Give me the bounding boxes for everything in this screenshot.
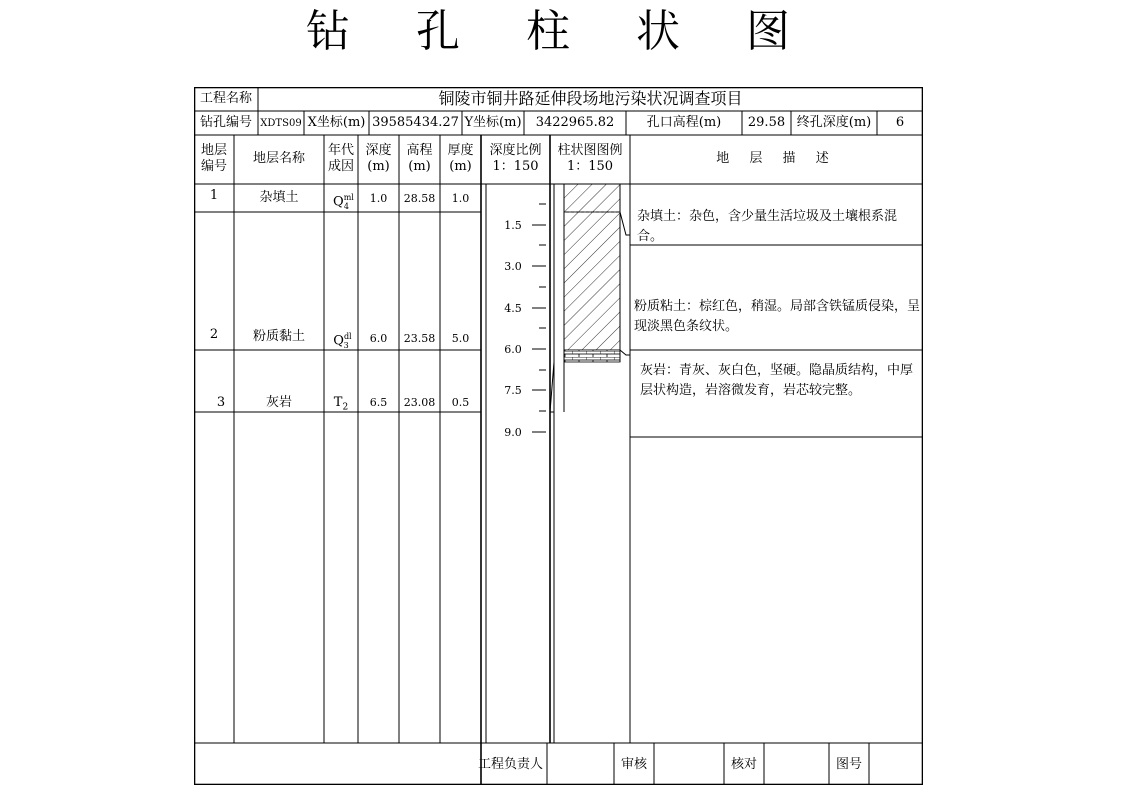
y-coord-label: Y坐标(m) bbox=[464, 115, 522, 130]
layer-3-depth: 6.5 bbox=[369, 396, 388, 409]
x-coord-label: X坐标(m) bbox=[307, 115, 366, 130]
borehole-log-sheet bbox=[194, 87, 923, 785]
layer-3-description: 灰岩：青灰、灰白色，坚硬。隐晶质结构，中厚层状构造，岩溶微发育，岩芯较完整。 bbox=[640, 363, 914, 398]
col-header-column-legend: 柱状图图例 1：150 bbox=[557, 143, 623, 174]
checker-label: 核对 bbox=[730, 757, 757, 772]
layer-1-thickness: 1.0 bbox=[451, 192, 470, 205]
project-manager-label: 工程负责人 bbox=[477, 757, 543, 772]
layer-1-description: 杂填土：杂色，含少量生活垃圾及土壤根系混合。 bbox=[637, 209, 898, 244]
project-name-value: 铜陵市铜井路延伸段场地污染状况调查项目 bbox=[438, 89, 743, 108]
depth-tick-label: 1.5 bbox=[504, 219, 522, 232]
layer-2-depth: 6.0 bbox=[369, 332, 388, 345]
depth-tick-label: 3.0 bbox=[504, 260, 522, 273]
borehole-id-value: XDTS09 bbox=[260, 118, 302, 129]
collar-elevation-value: 29.58 bbox=[747, 115, 786, 130]
y-coord-value: 3422965.82 bbox=[535, 115, 615, 130]
layer-1-no: 1 bbox=[209, 188, 219, 203]
layer-3-name: 灰岩 bbox=[265, 395, 292, 410]
col-header-description: 地 层 描 述 bbox=[716, 151, 837, 166]
depth-tick-label: 9.0 bbox=[504, 426, 522, 439]
reviewer-label: 审核 bbox=[620, 757, 647, 772]
legend-fill-layer2 bbox=[564, 212, 620, 350]
depth-tick-label: 7.5 bbox=[504, 384, 522, 397]
page-title: 钻 孔 柱 状 图 bbox=[306, 6, 816, 57]
depth-tick-label: 6.0 bbox=[504, 343, 522, 356]
x-coord-value: 39585434.27 bbox=[372, 115, 459, 130]
layer-1-age: $Q^{ml}_4$ bbox=[333, 193, 354, 211]
final-depth-value: 6 bbox=[895, 115, 905, 130]
final-depth-label: 终孔深度(m) bbox=[796, 115, 872, 130]
depth-tick-label: 4.5 bbox=[504, 302, 522, 315]
col-header-layer-no: 地层 编号 bbox=[200, 143, 227, 174]
layer-3-elevation: 23.08 bbox=[403, 396, 436, 409]
layer-2-description: 粉质粘土：棕红色，稍湿。局部含铁锰质侵染，呈现淡黑色条纹状。 bbox=[634, 299, 921, 334]
layer-1-elevation: 28.58 bbox=[403, 192, 436, 205]
col-header-thickness: 厚度 (m) bbox=[447, 143, 474, 174]
layer-2-name: 粉质黏土 bbox=[252, 329, 305, 344]
layer-3-thickness: 0.5 bbox=[451, 396, 470, 409]
col-header-age: 年代 成因 bbox=[327, 143, 354, 174]
col-header-layer-name: 地层名称 bbox=[252, 151, 305, 166]
depth-scale-ticks bbox=[532, 204, 546, 432]
layer-3-age: $T_2$ bbox=[333, 395, 349, 413]
layer-2-age: $Q^{dl}_3$ bbox=[333, 332, 352, 350]
col-header-elevation: 高程 (m) bbox=[406, 143, 433, 174]
col-header-depth: 深度 (m) bbox=[365, 143, 392, 174]
borehole-id-label: 钻孔编号 bbox=[199, 115, 252, 130]
layer-1-depth: 1.0 bbox=[369, 192, 388, 205]
layer-2-no: 2 bbox=[209, 327, 219, 342]
col-header-depth-scale: 深度比例 1：150 bbox=[489, 143, 542, 174]
collar-elevation-label: 孔口高程(m) bbox=[646, 115, 722, 130]
layer-2-elevation: 23.58 bbox=[403, 332, 436, 345]
drawing-number-label: 图号 bbox=[835, 757, 862, 772]
legend-fill-layer3 bbox=[564, 350, 620, 362]
project-name-label: 工程名称 bbox=[199, 91, 252, 106]
layer-3-no: 3 bbox=[216, 395, 226, 410]
layer-1-name: 杂填土 bbox=[259, 190, 299, 205]
layer-2-thickness: 5.0 bbox=[451, 332, 470, 345]
legend-fill-layer1 bbox=[564, 184, 620, 212]
